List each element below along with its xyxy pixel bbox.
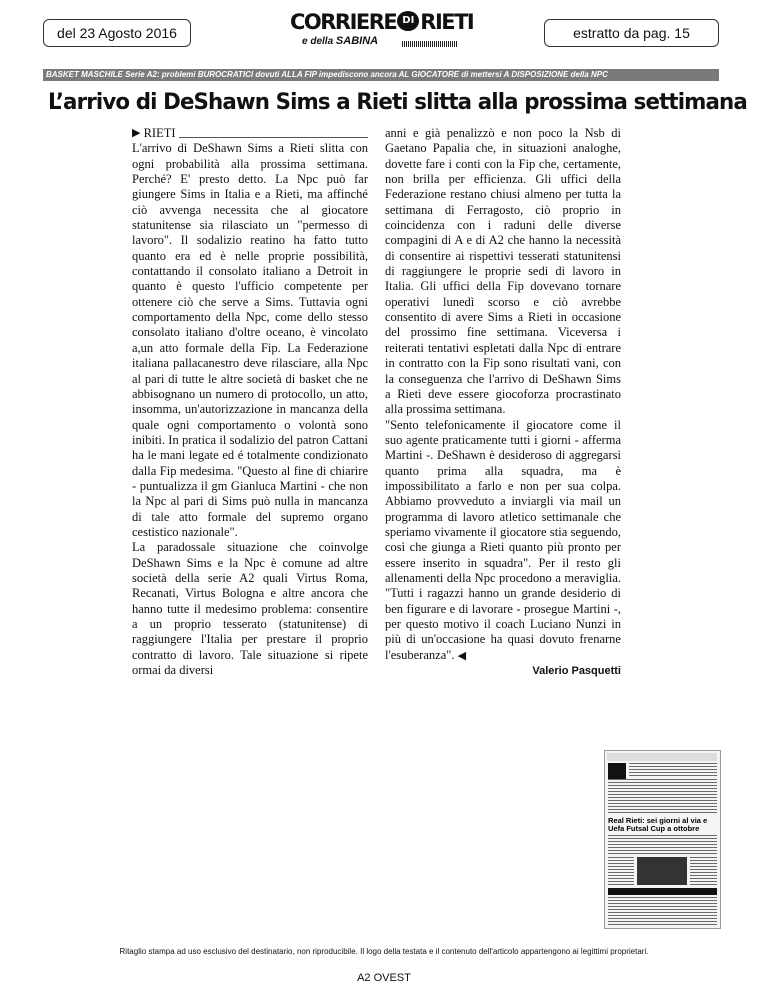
thumbnail-text [629,763,717,777]
article-headline: L’arrivo di DeShawn Sims a Rieti slitta alla prossima settimana [48,90,747,115]
masthead-subtitle: e della SABINA [302,35,379,47]
thumbnail-text [608,779,717,815]
article-column-1 [132,126,368,678]
article-paragraph: anni e già penalizzò e non poco la Nsb di Gaetano Papalia che, in situazioni analoghe, dovette fare i conti con la Fip che, certamente, non brilla per efficienza. Gli uffici della Federazione restano chiusi almeno per tutta la settimana di Ferragosto, ciò proprio in coincidenza con i raduni delle diverse compagini di A e di A2 che hanno la necessità di consentire ai rispettivi tesserati statunitensi di raggiungere le proprie sedi di lavoro in Italia. Gli uffici della Fip dovevano tornare operativi lunedì scorso e ciò avrebbe consentito di avere Sims a Rieti in occasione del prossimo fine settimana. Viceversa i reiterati tentativi espletati dalla Npc di entrare in contratto con la Fip sono risultati vani, con la conseguenza che l'arrivo di DeShawn Sims a Rieti deve essere giocoforza procrastinato alla prossima settimana. [385,126,621,417]
copyright-note: Ritaglio stampa ad uso esclusivo del destinatario, non riproducibile. Il logo della testata e il contenuto dell'articolo appartengono ai legittimi proprietari. [119,947,649,956]
thumbnail-photo [637,857,687,885]
page-extract-box [544,19,719,47]
page-extract: estratto da pag. 15 [573,25,690,41]
article-paragraph: L'arrivo di DeShawn Sims a Rieti slitta con ogni probabilità alla prossima settimana. Perché? E' presto detto. La Npc può far giungere Sims in Italia e a Rieti, ma affinché ciò avvenga necessita che al giocatore statunitense sia rilasciato un "permesso di lavoro". Il sodalizio reatino ha fatto tutto quanto era ed è nelle proprie possibilità, contattando il consolato italiano a Detroit in quanto è questo l'ufficio competente per ottenere ciò che serve a Sims. Tuttavia ogni comportamento della Npc, come dello stesso consolato italiano d'oltre oceano, è vincolato a,un atto formale della Fip. La Federazione italiana pallacanestro deve rilasciare, alla Npc al pari di tutte le altre società di basket che ne abbisognano un numero di protocollo, un atto, insomma, un'autorizzazione in mancanza della quale ogni comportamento o volontà sono inibiti. In pratica il sodalizio del patron Cattani ha le mani legate ed é totalmente condizionato dalla Fip medesima. "Questo al fine di chiarire - puntualizza il gm Gianluca Martini - che non la Npc al pari di Sims può nulla in mancanza di tale atto formale del supremo organo cestistico nazionale". [132,141,368,539]
thumbnail-text [608,897,717,925]
section-label: A2 OVEST [357,972,411,984]
article-column-2 [385,126,621,679]
issue-date: del 23 Agosto 2016 [57,25,177,41]
dateline-city: RIETI [143,126,176,140]
thumbnail-headline: Real Rieti: sei giorni al via e Uefa Futsal Cup a ottobre [608,816,708,833]
end-mark-icon: ◀ [457,649,467,662]
article-kicker: BASKET MASCHILE Serie A2: problemi BUROCRATICI dovuti ALLA FIP impediscono ancora AL GIOCATORE di mettersi A DISPOSIZIONE della NPC [43,69,719,81]
date-box [43,19,191,47]
masthead-di-badge: DI [397,11,419,31]
page-thumbnail [604,750,721,929]
dateline-rule [179,129,368,138]
newspaper-masthead [290,10,474,51]
thumbnail-kicker [608,888,717,895]
masthead-barcode [402,41,458,47]
dateline [132,126,368,141]
thumbnail-text [608,857,634,885]
article-paragraph: La paradossale situazione che coinvolge DeShawn Sims e la Npc è comune ad altre società della serie A2 quali Virtus Roma, Recanati, Virtus Bologna e altre ancora che hanno tutte il medesimo problema: consentire a un proprio tesserato (statunitense) di raggiungere l'Italia per prestare il proprio contratto di lavoro. Tale situazione si ripete ormai da diversi [132,540,368,678]
article-byline: Valerio Pasquetti [532,665,621,678]
masthead-title: CORRIERE DI RIETI [290,10,474,34]
dateline-arrow-icon: ▶ [132,127,141,139]
thumbnail-text [608,835,717,855]
thumbnail-text [690,857,717,885]
article-paragraph: "Sento telefonicamente il giocatore come il suo agente praticamente tutti i giorni - afferma Martini -. DeShawn è desideroso di aggregarsi quanto prima alla squadra, ma è impossibilitato a farlo e non per sua colpa. Abbiamo provveduto a inviargli via mail un programma di lavoro atletico settimanale che speriamo vivamente il giocatore stia seguendo, così che giunga a Rieti quanto più pronto per essere inserito in squadra". Per il resto gli allenamenti della Npc procedono a meraviglia. "Tutti i ragazzi hanno un grande desiderio di ben figurare e di lavorare - prosegue Martini -, per questo motivo il coach Luciano Nunzi in più di un'occasione ha quasi dovuto frenarne l'esuberanza". ◀ [385,417,621,662]
thumbnail-header [607,753,717,761]
